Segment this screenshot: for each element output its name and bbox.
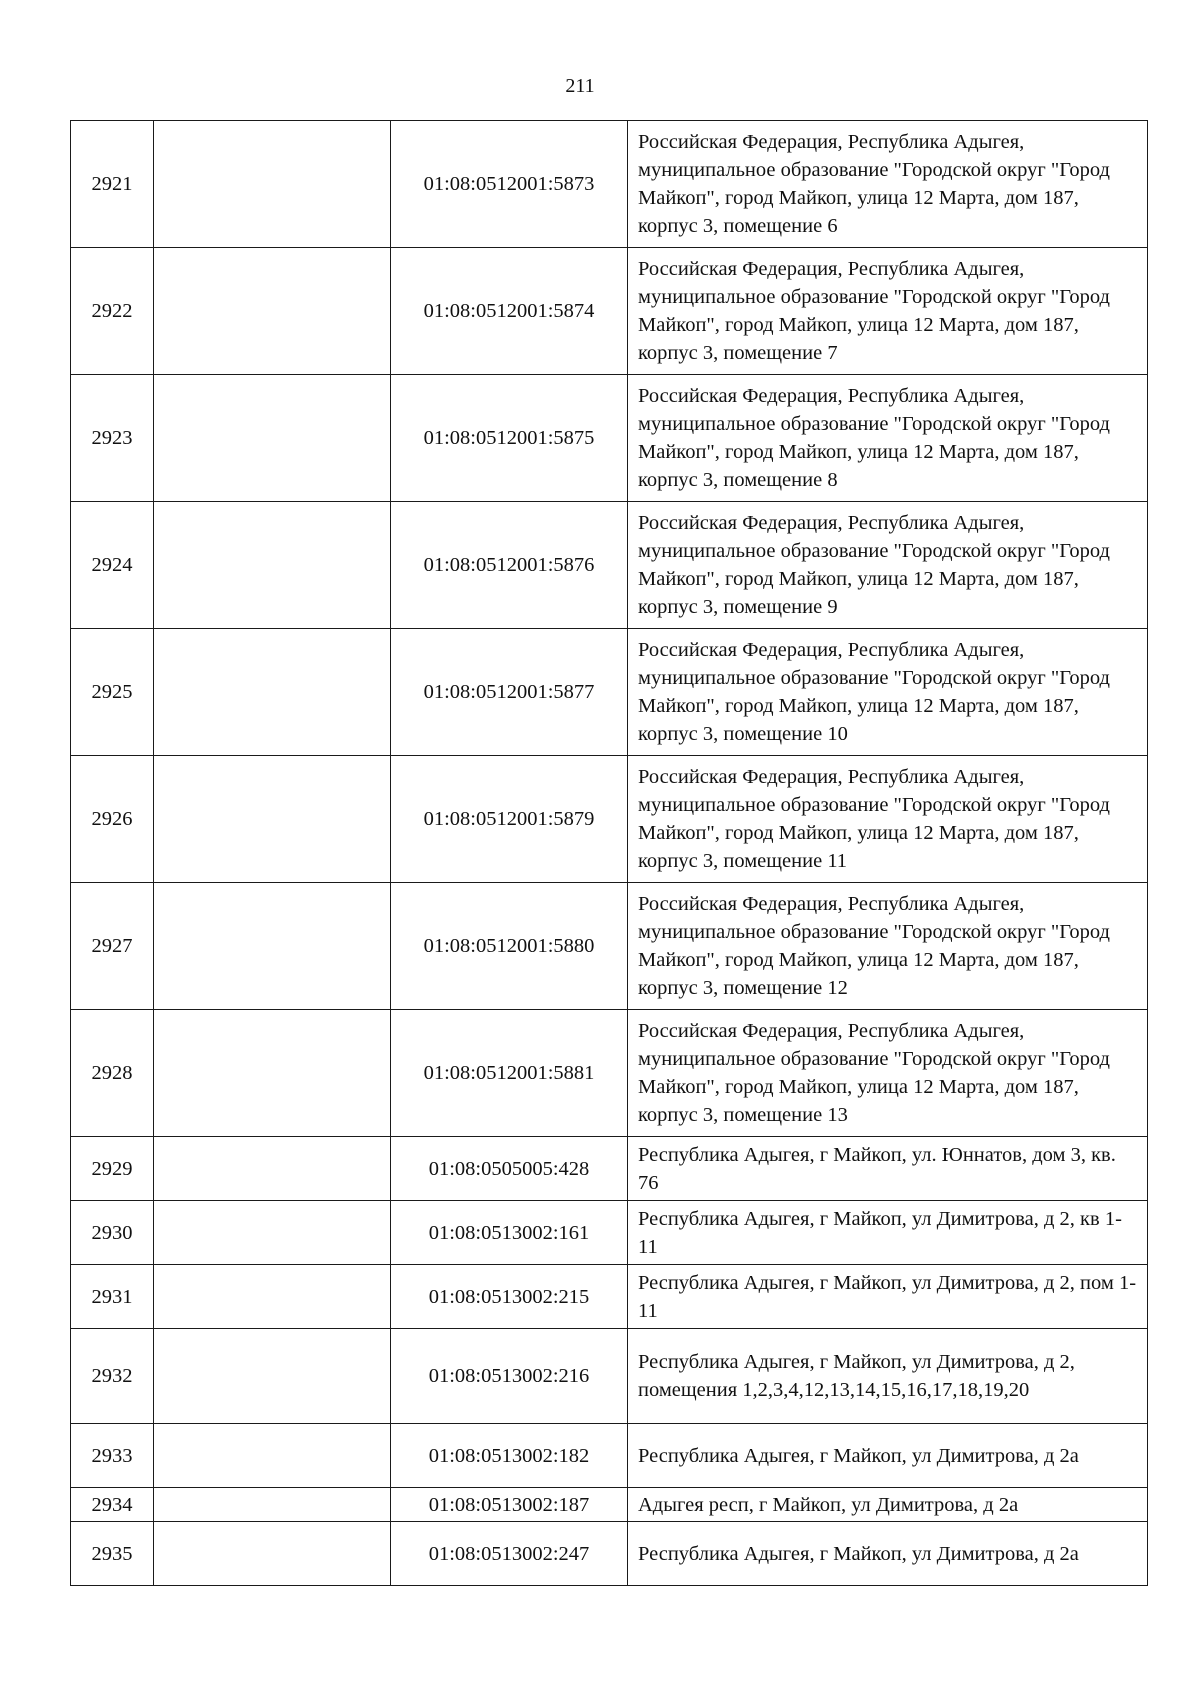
cadastral-number: 01:08:0512001:5873 (391, 121, 628, 248)
row-number: 2921 (71, 121, 154, 248)
table-row (71, 248, 1148, 375)
row-number: 2922 (71, 248, 154, 375)
cadastral-number: 01:08:0512001:5880 (391, 883, 628, 1010)
cadastral-number: 01:08:0512001:5879 (391, 756, 628, 883)
table-row (71, 121, 1148, 248)
row-number: 2930 (71, 1201, 154, 1265)
row-number: 2933 (71, 1424, 154, 1488)
empty-cell (154, 883, 391, 1010)
cadastral-number: 01:08:0513002:216 (391, 1329, 628, 1424)
table-row (71, 629, 1148, 756)
address-cell: Республика Адыгея, г Майкоп, ул Димитрова, д 2, кв 1-11 (628, 1201, 1148, 1265)
table-row (71, 502, 1148, 629)
empty-cell (154, 1137, 391, 1201)
empty-cell (154, 1488, 391, 1522)
address-cell: Российская Федерация, Республика Адыгея, муниципальное образование "Городской округ "Город Майкоп", город Майкоп, улица 12 Марта, дом 187, корпус 3, помещение 6 (628, 121, 1148, 248)
cadastral-number: 01:08:0512001:5877 (391, 629, 628, 756)
row-number: 2926 (71, 756, 154, 883)
empty-cell (154, 502, 391, 629)
table-row (71, 756, 1148, 883)
address-cell: Республика Адыгея, г Майкоп, ул Димитрова, д 2а (628, 1424, 1148, 1488)
address-cell: Адыгея респ, г Майкоп, ул Димитрова, д 2а (628, 1488, 1148, 1522)
address-cell: Российская Федерация, Республика Адыгея, муниципальное образование "Городской округ "Город Майкоп", город Майкоп, улица 12 Марта, дом 187, корпус 3, помещение 11 (628, 756, 1148, 883)
cadastral-number: 01:08:0513002:247 (391, 1522, 628, 1586)
table-row (71, 1265, 1148, 1329)
address-cell: Российская Федерация, Республика Адыгея, муниципальное образование "Городской округ "Город Майкоп", город Майкоп, улица 12 Марта, дом 187, корпус 3, помещение 8 (628, 375, 1148, 502)
address-cell: Российская Федерация, Республика Адыгея, муниципальное образование "Городской округ "Город Майкоп", город Майкоп, улица 12 Марта, дом 187, корпус 3, помещение 9 (628, 502, 1148, 629)
address-cell: Российская Федерация, Республика Адыгея, муниципальное образование "Городской округ "Город Майкоп", город Майкоп, улица 12 Марта, дом 187, корпус 3, помещение 7 (628, 248, 1148, 375)
table-row (71, 1488, 1148, 1522)
address-cell: Российская Федерация, Республика Адыгея, муниципальное образование "Городской округ "Город Майкоп", город Майкоп, улица 12 Марта, дом 187, корпус 3, помещение 10 (628, 629, 1148, 756)
row-number: 2931 (71, 1265, 154, 1329)
row-number: 2934 (71, 1488, 154, 1522)
cadastral-number: 01:08:0513002:215 (391, 1265, 628, 1329)
empty-cell (154, 1010, 391, 1137)
address-cell: Республика Адыгея, г Майкоп, ул Димитрова, д 2, помещения 1,2,3,4,12,13,14,15,16,17,18,19,20 (628, 1329, 1148, 1424)
address-cell: Республика Адыгея, г Майкоп, ул. Юннатов, дом 3, кв. 76 (628, 1137, 1148, 1201)
empty-cell (154, 1265, 391, 1329)
cadastral-number: 01:08:0505005:428 (391, 1137, 628, 1201)
cadastral-number: 01:08:0513002:187 (391, 1488, 628, 1522)
empty-cell (154, 1329, 391, 1424)
table-row (71, 1137, 1148, 1201)
table-row (71, 1201, 1148, 1265)
row-number: 2928 (71, 1010, 154, 1137)
cadastral-number: 01:08:0513002:182 (391, 1424, 628, 1488)
table-row (71, 1522, 1148, 1586)
address-cell: Российская Федерация, Республика Адыгея, муниципальное образование "Городской округ "Город Майкоп", город Майкоп, улица 12 Марта, дом 187, корпус 3, помещение 12 (628, 883, 1148, 1010)
row-number: 2927 (71, 883, 154, 1010)
table-row (71, 883, 1148, 1010)
address-cell: Республика Адыгея, г Майкоп, ул Димитрова, д 2, пом 1-11 (628, 1265, 1148, 1329)
empty-cell (154, 375, 391, 502)
row-number: 2929 (71, 1137, 154, 1201)
cadastral-number: 01:08:0513002:161 (391, 1201, 628, 1265)
empty-cell (154, 756, 391, 883)
empty-cell (154, 629, 391, 756)
address-cell: Республика Адыгея, г Майкоп, ул Димитрова, д 2а (628, 1522, 1148, 1586)
cadastral-number: 01:08:0512001:5874 (391, 248, 628, 375)
row-number: 2924 (71, 502, 154, 629)
empty-cell (154, 1424, 391, 1488)
cadastral-number: 01:08:0512001:5881 (391, 1010, 628, 1137)
row-number: 2923 (71, 375, 154, 502)
row-number: 2925 (71, 629, 154, 756)
empty-cell (154, 1522, 391, 1586)
cadastral-number: 01:08:0512001:5876 (391, 502, 628, 629)
row-number: 2935 (71, 1522, 154, 1586)
empty-cell (154, 248, 391, 375)
cadastral-number: 01:08:0512001:5875 (391, 375, 628, 502)
page-number: 211 (565, 75, 595, 97)
table-row (71, 1329, 1148, 1424)
empty-cell (154, 121, 391, 248)
empty-cell (154, 1201, 391, 1265)
address-cell: Российская Федерация, Республика Адыгея, муниципальное образование "Городской округ "Город Майкоп", город Майкоп, улица 12 Марта, дом 187, корпус 3, помещение 13 (628, 1010, 1148, 1137)
registry-table (70, 120, 1148, 1586)
row-number: 2932 (71, 1329, 154, 1424)
table-row (71, 1010, 1148, 1137)
table-row (71, 375, 1148, 502)
table-row (71, 1424, 1148, 1488)
